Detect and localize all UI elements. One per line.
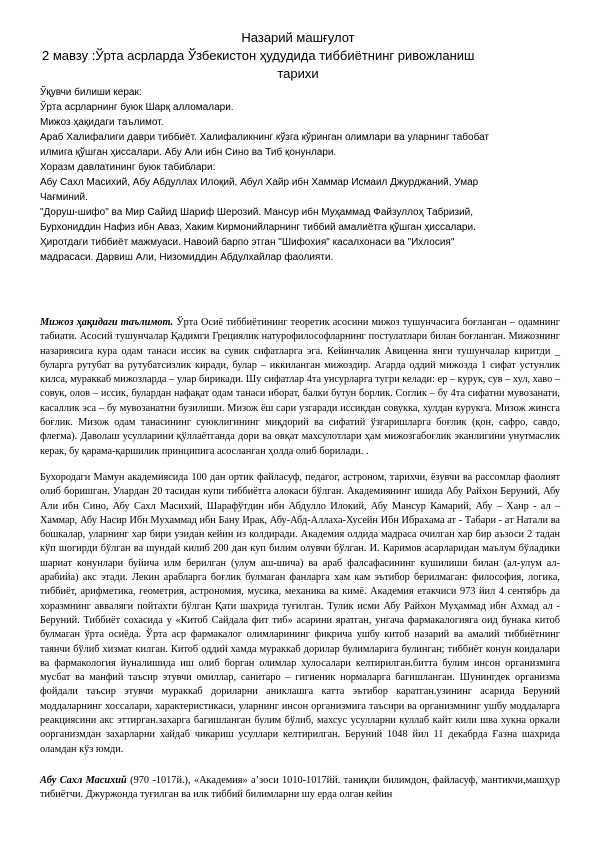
objective-item: Хоразм давлатининг буюк табиблари: — [40, 162, 216, 173]
paragraph-body: (970 -1017й.), «Академия» а’зоси 1010-1017йй. таниқли билимдон, файласуф, мантикчи,машҳур тибиётчи. Джуржонда туғилган ва илк тиббий билимларни шу ерда олган кейин — [40, 775, 561, 801]
objective-item: мадрасаси. Дарвиш Али, Низомиддин Абдулхайлар фаолияти. — [40, 252, 334, 263]
objective-item: "Доруш-шифо" ва Мир Сайид Шариф Шерозий. Мансур ибн Муҳаммад Файзуллоҳ Табризий, — [40, 207, 473, 218]
objective-item: Мижоз ҳақидаги таълимот. — [40, 117, 164, 128]
topic-title: 2 мавзу :Ўрта асрларда Ўзбекистон ҳудудида тиббиётнинг ривожланиш — [42, 48, 475, 63]
objective-item: Бурхониддин Нафиз ибн Аваз, Хаким Кирмонийларнинг тиббий амалиётга қўшган ҳиссалари. — [40, 222, 476, 233]
lesson-type-heading: Назарий машғулот — [241, 30, 355, 45]
objective-item: Араб Халифалиги даври тиббиёт. Халифаликнинг кўзга кўринган олимлари ва уларнинг табобат — [40, 132, 489, 143]
paragraph-mamun-academy: Бухородаги Мамун академиясида 100 дан ортик файласуф, педагог, астроном, тарихчи, ёзувчи ва рассомлар фаолият олиб боришган. Улардан 20 тасидан купи тиббиётга алокаси бўлган. Академиянинг ишида Абу Райхон Беруний, Абу Али ибн Сино, Абу Сахл Масихий, Шарафўтдин ибн Абдулло Илокий, Абу Мансур Камарий, Абу – Ханр - ал –Хаммар, Абу Насир Ибн Мухаммад ибн Бану Ирак, Абу-Абд-Аллаха-Хусейн Ибн Ибрахама ат - Табари - ат Натали ва бошкалар, уларнинг хар бири узидан кейин из колдиради. Академия олдида мадраса очилган хар бир аъзоси 2 тадан кўп шогирди бўлган ва шундай килиб 200 дан куп билим олувчи бўлган. И. Каримов асарларидан маълум бўладики шариат конунлари буйича илм берилган (улум аш-шича) ва араб фалсафасининг кушилиши билан (ал-улум ал-арабийа) акс этади. Лекин арабларга боғлик булмаган фанларга хам кам эътибор берилмаган: философия, логика, тиббиёт, арифметика, геометрия, астрономия, мусика, механика ва кимё. Академия етакчиси 973 йил 4 сентябрь да хоразмнинг авваляги пойтахти бўлган Қати шахрида туғилган. Тулик исми Абу Райхон Муҳаммад ибн Ахмад ал - Беруний. Тиббиёт сохасида у «Китоб Сайдала фит тиб» асарини яратган, унгача фармакалогияга оид бунака китоб булмаган ўрта осиёда. Ўрта аср фармакалог олимларининг фикрича ушбу китоб назарий ва амалий тиббиётнинг таянчи бўлиб хизмат килган. Китоб оддий хамда мураккаб дорилар булимларига булинган; тиббиёт конун коидалари ва фармакология йуналишида иш олиб борган олимлар хулосалари келтирилган.битта булим инсон организмига мусбат ва манфий таъсир этувчи омиллар, санитаро – гигиеник нормаларга багишланган. Шунингдек организма фойдали таъсир этувчи мураккаб дориларни аниклашга катта эътибор каратган.узининг асарида Беруний моддаларнинг хоссалари, характеристикаси, уларнинг инсон организмига таъсири ва организмнинг ушбу моддаларга реакциясини акс эттирган.захарга багишланган булим бўлиб, махсус усулларни куллаб кайт кили шва хукна оркали оорганизмдан захарларни хайдаб чикариш усуллари келтирилган. Беруний 1048 йил 11 декабрда Ғазна шахрида оламдан кўз юмди. — [40, 472, 560, 755]
topic-title-continued: тарихи — [277, 66, 319, 81]
paragraph-body: Ўрта Осиё тиббиётининг теоретик асосини мижоз тушунчасига боғланган – одамнинг табиати. Асосий тушунчалар Қадимги Грециялик натурофилософларнинг постулатлари билан боғланган. Мижознинг назариясига кура одам танаси иссик ва сувик сифатларга эга. Кейинчалик Авиценна янги тушунчалар киритди _ буларга рутубат ва рутубатсизлик киради, булар – иккиланган мижоздир. Агарда оддий мижозда 1 сифат устунлик килса, мураккаб мижозларда – улар бирикади. Шу сифатлар 4та унсурларга тугри келади: ер – курук, сув – хул, хаво – совук, олов – иссик, булардан нафақат одам танаси иборат, балки бутун борлик. Соглик – бу 4та сифатни мувозанати, касаллик эса – бу мувозанатни бузилиши. Мизож ёш сари узгаради иссикдан совукка, хулдан курукга. Мизож жинсга боғлик. Мизож одам танасининг суюклигининг миқдорий ва сифатий ўзгаришларга боғлик (қон, сафро, савдо, флегма). Даволаш усулларини қўллаётганда дори ва овқат махсулотлари ҳам мижозгабоғлик эканлигини унутмаслик керак, бу қарама-қаршилик принципига асосланган ҳолда олиб борилади. . — [40, 317, 560, 457]
objective-item: илмига қўшган ҳиссалари. Абу Али ибн Сино ва Тиб қонунлари. — [40, 147, 337, 158]
objectives-heading: Ўқувчи билиши керак: — [40, 87, 142, 98]
objective-item: Ўрта асрларнинг буюк Шарқ алломалари. — [40, 102, 234, 113]
paragraph-lead: Мижоз ҳақидаги таълимот. — [40, 317, 174, 328]
objective-item: Чағминий. — [40, 192, 88, 203]
paragraph-abu-sahl-masihiy — [40, 774, 560, 803]
objective-item: Ҳиротдаги тиббиёт мажмуаси. Навоий барпо этган "Шифохия" касалхонаси ва "Ихлосия" — [40, 237, 455, 248]
paragraph-temperament-theory — [40, 316, 560, 459]
paragraph-lead: Абу Сахл Масихий — [40, 775, 127, 786]
objective-item: Абу Сахл Масихий, Абу Абдуллах Илоқий, Абул Хайр ибн Хаммар Исмаил Джурджаний, Умар — [40, 177, 479, 188]
